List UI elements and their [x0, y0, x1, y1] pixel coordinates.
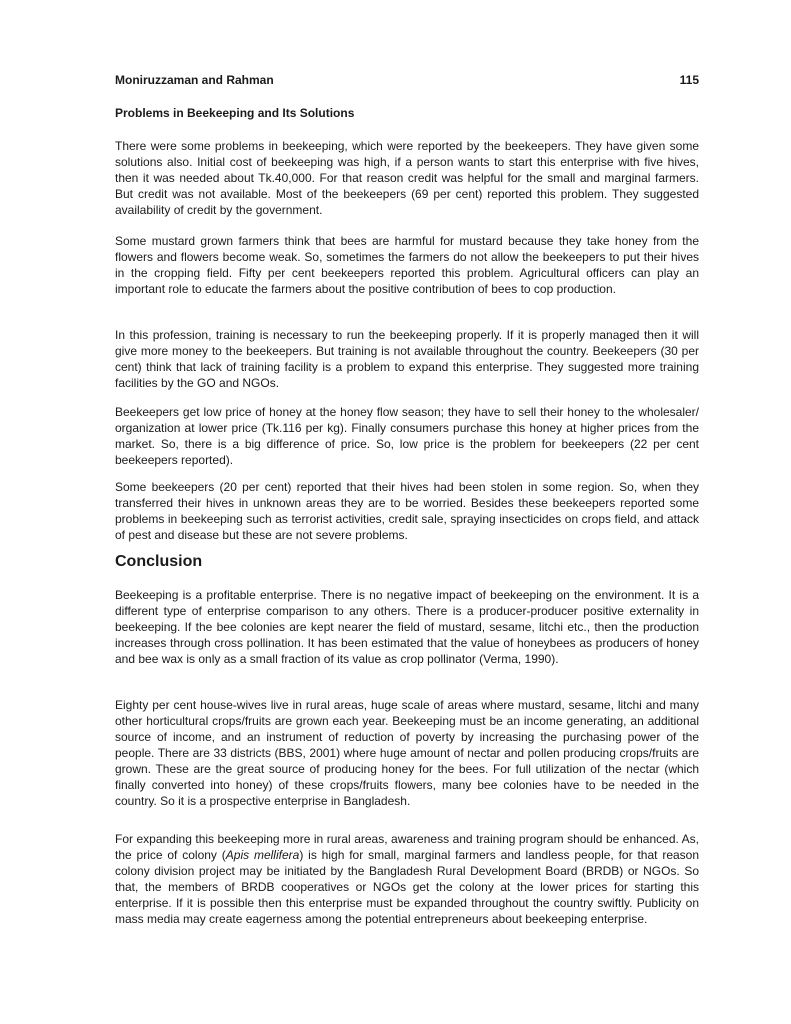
paragraph-low-price: Beekeepers get low price of honey at the honey flow season; they have to sell their honey to the wholesaler/ organization at lower price (Tk.116 per kg). Finally consumers purchase this honey at higher prices from the market. So, there is a big difference of price. So, low price is the problem for beekeepers (22 per cent beekeepers reported).	[115, 405, 699, 467]
paragraph-expansion	[115, 831, 699, 927]
paragraph-credit-problem: There were some problems in beekeeping, which were reported by the beekeepers. They have given some solutions also. Initial cost of beekeeping was high, if a person wants to start this enterprise with five hives, then it was needed about Tk.40,000. For that reason credit was helpful for the small and marginal farmers. But credit was not available. Most of the beekeepers (69 per cent) reported this problem. They suggested availability of credit by the government.	[115, 139, 699, 217]
expansion-text-end: ) is high for small, marginal farmers and landless people, for that reason colony division project may be initiated by the Bangladesh Rural Development Board (BRDB) or NGOs. So that, the members of BRDB cooperatives or NGOs get the colony at the lower prices for starting this enterprise. If it is possible then this enterprise must be expanded throughout the country swiftly. Publicity on mass media may create eagerness among the potential entrepreneurs about beekeeping enterprise.	[115, 848, 700, 926]
section-title-conclusion: Conclusion	[115, 553, 203, 570]
section-title-problems: Problems in Beekeeping and Its Solutions	[115, 106, 355, 120]
paragraph-profitable-enterprise: Beekeeping is a profitable enterprise. There is no negative impact of beekeeping on the environment. It is a different type of enterprise comparison to any others. There is a producer-producer positive externality in beekeeping. If the bee colonies are kept nearer the field of mustard, sesame, litchi etc., then the production increases through cross pollination. It has been estimated that the value of honeybees as producers of honey and bee wax is only as a small fraction of its value as crop pollinator (Verma, 1990).	[115, 588, 699, 666]
paragraph-training: In this profession, training is necessary to run the beekeeping properly. If it is properly managed then it will give more money to the beekeepers. But training is not available throughout the country. Beekeepers (30 per cent) think that lack of training facility is a problem to expand this enterprise. They suggested more training facilities by the GO and NGOs.	[115, 328, 699, 390]
paragraph-mustard-farmers: Some mustard grown farmers think that bees are harmful for mustard because they take honey from the flowers and flowers become weak. So, sometimes the farmers do not allow the beekeepers to put their hives in the cropping field. Fifty per cent beekeepers reported this problem. Agricultural officers can play an important role to educate the farmers about the positive contribution of bees to cop production.	[115, 234, 699, 296]
paragraph-rural-areas: Eighty per cent house-wives live in rural areas, huge scale of areas where mustard, sesame, litchi and many other horticultural crops/fruits are grown each year. Beekeeping must be an income generating, an additional source of income, and an instrument of reduction of poverty by increasing the purchasing power of the people. There are 33 districts (BBS, 2001) where huge amount of nectar and pollen producing crops/fruits are grown. These are the great source of producing honey for the bees. For full utilization of the nectar (which finally converted into honey) of these crops/fruits flowers, many bee colonies have to be needed in the country. So it is a prospective enterprise in Bangladesh.	[115, 698, 699, 808]
expansion-text-start: For expanding this beekeeping more in rural areas, awareness and training program should be enhanced. As, the price of colony (	[115, 832, 699, 862]
species-name: Apis mellifera	[225, 848, 300, 862]
running-head	[115, 73, 699, 87]
page-number: 115	[679, 73, 699, 87]
paragraph-theft-other: Some beekeepers (20 per cent) reported that their hives had been stolen in some region. So, when they transferred their hives in unknown areas they are to be worried. Besides these beekeepers reported some problems in beekeeping such as terrorist activities, credit sale, spraying insecticides on crops field, and attack of pest and disease but these are not severe problems.	[115, 480, 699, 542]
running-head-authors: Moniruzzaman and Rahman	[115, 73, 274, 87]
